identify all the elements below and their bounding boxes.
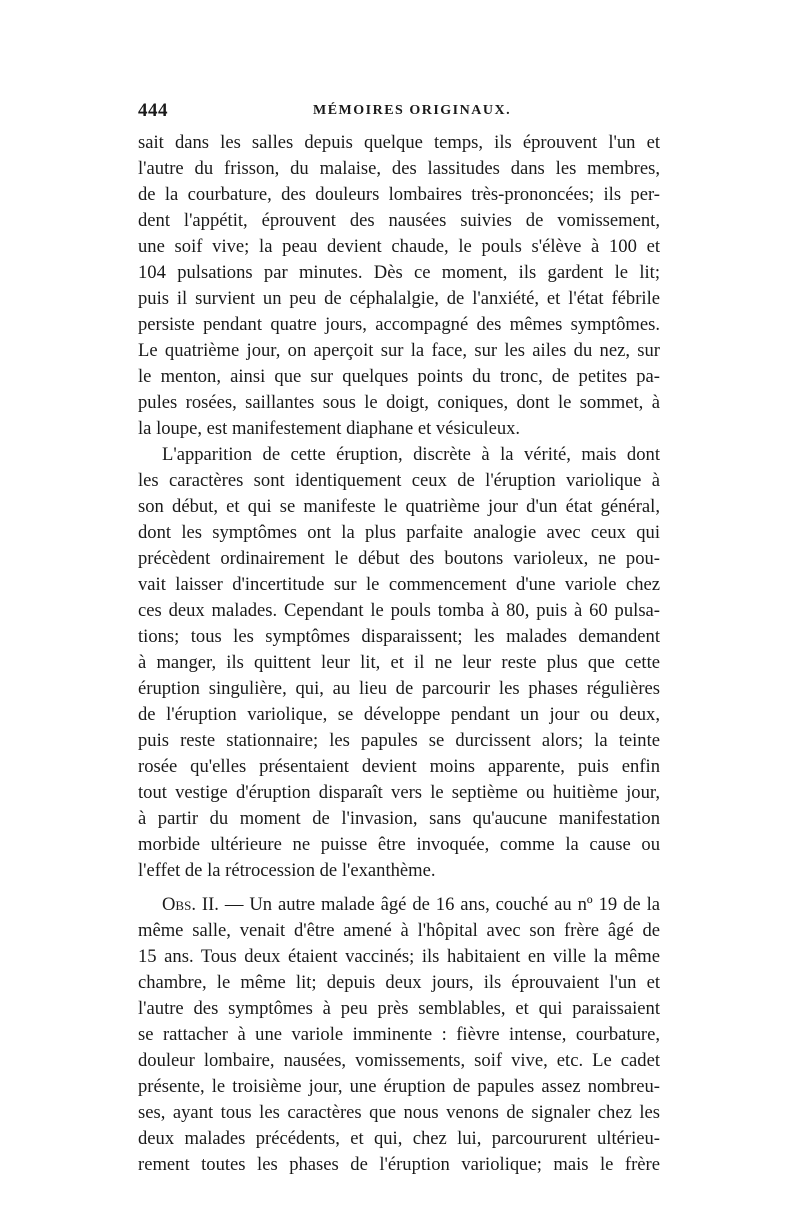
text-line: tions; tous les symptômes disparaissent; les malades demandent [138, 626, 660, 647]
text-line: se rattacher à une variole imminente : fièvre intense, courbature, [138, 1024, 660, 1045]
paragraph-2 [138, 442, 660, 884]
text-line: chambre, le même lit; depuis deux jours, ils éprouvaient l'un et [138, 972, 660, 993]
text-line: la loupe, est manifestement diaphane et vésiculeux. [138, 418, 521, 439]
text-line: 104 pulsations par minutes. Dès ce moment, ils gardent le lit; [138, 262, 660, 283]
text-line: rement toutes les phases de l'éruption variolique; mais le frère [138, 1154, 660, 1175]
text-line: Le quatrième jour, on aperçoit sur la face, sur les ailes du nez, sur [138, 340, 660, 361]
text-line: à manger, ils quittent leur lit, et il ne leur reste plus que cette [138, 652, 660, 673]
text-line: rosée qu'elles présentaient devient moins apparente, puis enfin [138, 756, 660, 777]
text-line: précèdent ordinairement le début des boutons varioleux, ne pou- [138, 548, 660, 569]
text-line [138, 892, 660, 918]
text-line: son début, et qui se manifeste le quatrième jour d'un état général, [138, 496, 660, 517]
text-line: tout vestige d'éruption disparaît vers le septième ou huitième jour, [138, 782, 660, 803]
text-line: le menton, ainsi que sur quelques points du tronc, de petites pa- [138, 366, 660, 387]
text-line: morbide ultérieure ne puisse être invoquée, comme la cause ou [138, 834, 660, 855]
text-line: deux malades précédents, et qui, chez lui, parcoururent ultérieu- [138, 1128, 660, 1149]
paragraph-gap [138, 884, 660, 892]
text-line-content: — Un autre malade âgé de 16 ans, couché au nº 19 de la [218, 894, 660, 915]
text-line: l'autre du frisson, du malaise, des lassitudes dans les membres, [138, 158, 660, 179]
text-line: 15 ans. Tous deux étaient vaccinés; ils habitaient en ville la même [138, 946, 660, 967]
page-header [138, 100, 660, 122]
text-line: l'autre des symptômes à peu près semblables, et qui paraissaient [138, 998, 660, 1019]
text-line: vait laisser d'incertitude sur le commencement d'une variole chez [138, 574, 660, 595]
observation-label: Obs. II. [162, 894, 219, 915]
body-text [138, 130, 660, 1178]
text-line: de l'éruption variolique, se développe pendant un jour ou deux, [138, 704, 660, 725]
text-line: dent l'appétit, éprouvent des nausées suivies de vomissement, [138, 210, 660, 231]
text-line: L'apparition de cette éruption, discrète à la vérité, mais dont [162, 444, 660, 465]
text-line: de la courbature, des douleurs lombaires très-prononcées; ils per- [138, 184, 660, 205]
text-line: présente, le troisième jour, une éruption de papules assez nombreu- [138, 1076, 660, 1097]
text-line: l'effet de la rétrocession de l'exanthème. [138, 860, 436, 881]
text-line: à partir du moment de l'invasion, sans qu'aucune manifestation [138, 808, 660, 829]
text-line: ses, ayant tous les caractères que nous venons de signaler chez les [138, 1102, 660, 1123]
text-line: une soif vive; la peau devient chaude, le pouls s'élève à 100 et [138, 236, 660, 257]
text-line: les caractères sont identiquement ceux de l'éruption variolique à [138, 470, 660, 491]
text-line: dont les symptômes ont la plus parfaite analogie avec ceux qui [138, 522, 660, 543]
text-line: même salle, venait d'être amené à l'hôpital avec son frère âgé de [138, 920, 660, 941]
text-line: ces deux malades. Cependant le pouls tomba à 80, puis à 60 pulsa- [138, 600, 660, 621]
book-page [138, 100, 660, 1178]
paragraph-1 [138, 130, 660, 442]
text-line: puis reste stationnaire; les papules se durcissent alors; la teinte [138, 730, 660, 751]
text-line: pules rosées, saillantes sous le doigt, coniques, dont le sommet, à [138, 392, 660, 413]
text-line: persiste pendant quatre jours, accompagné des mêmes symptômes. [138, 314, 660, 335]
text-line: sait dans les salles depuis quelque temps, ils éprouvent l'un et [138, 132, 660, 153]
page-number: 444 [138, 100, 168, 121]
text-line: douleur lombaire, nausées, vomissements, soif vive, etc. Le cadet [138, 1050, 660, 1071]
text-line: éruption singulière, qui, au lieu de parcourir les phases régulières [138, 678, 660, 699]
paragraph-3-observation [138, 892, 660, 1178]
text-line: puis il survient un peu de céphalalgie, de l'anxiété, et l'état fébrile [138, 288, 660, 309]
running-title: MÉMOIRES ORIGINAUX. [313, 103, 512, 118]
